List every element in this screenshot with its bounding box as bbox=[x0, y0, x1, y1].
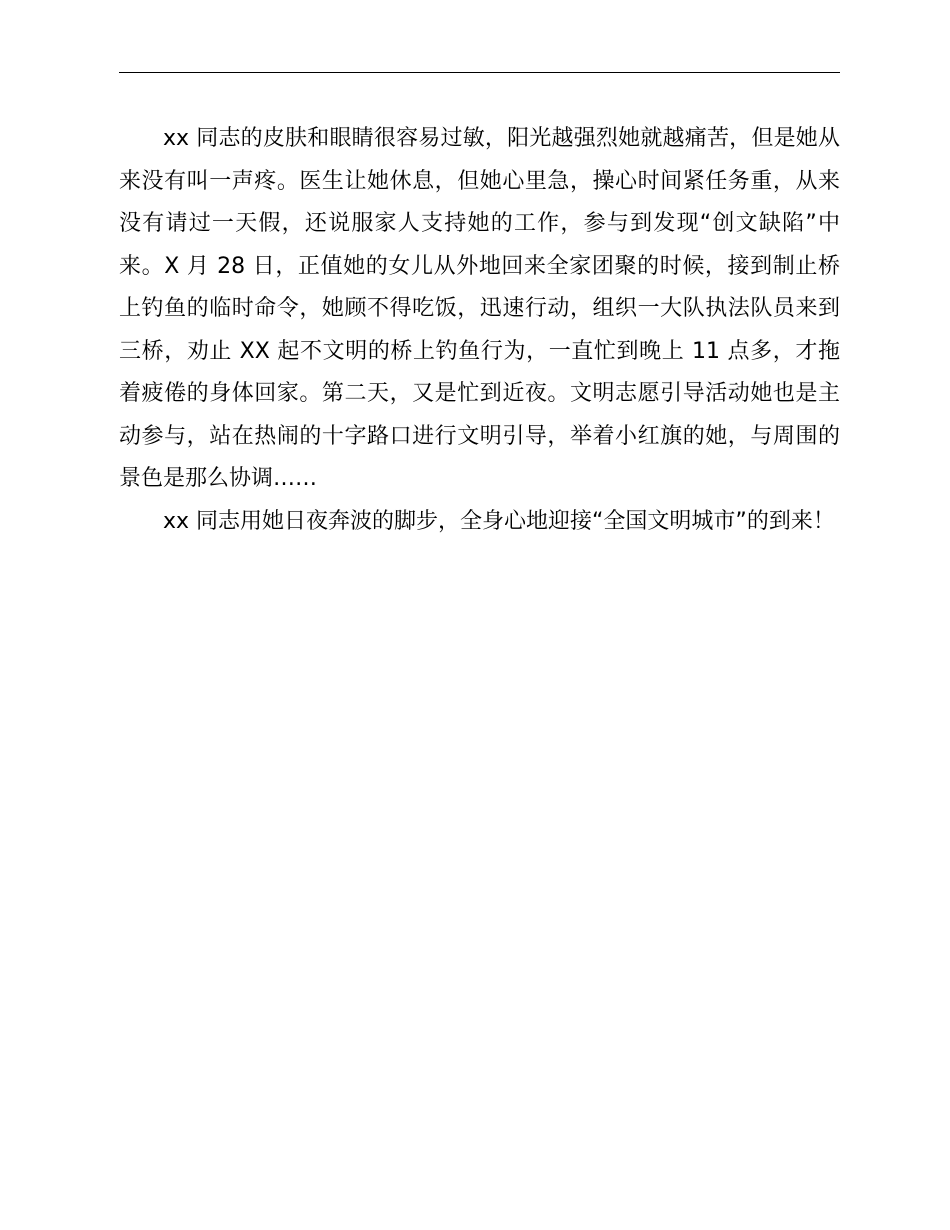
document-body bbox=[119, 118, 840, 543]
header-divider bbox=[119, 72, 840, 73]
paragraph-2: xx 同志用她日夜奔波的脚步，全身心地迎接“全国文明城市”的到来！ bbox=[163, 508, 835, 534]
paragraph-1: xx 同志的皮肤和眼睛很容易过敏，阳光越强烈她就越痛苦，但是她从来没有叫一声疼。医生让她休息，但她心里急，操心时间紧任务重，从来没有请过一天假，还说服家人支持她的工作，参与到发现“创文缺陷”中来。X 月 28 日，正值她的女儿从外地回来全家团聚的时候，接到制止桥上钓鱼的临时命令，她顾不得吃饭，迅速行动，组织一大队执法队员来到三桥，劝止 XX 起不文明的桥上钓鱼行为，一直忙到晚上 11 点多，才拖着疲倦的身体回家。第二天，又是忙到近夜。文明志愿引导活动她也是主动参与，站在热闹的十字路口进行文明引导，举着小红旗的她，与周围的景色是那么协调…… bbox=[119, 126, 840, 491]
